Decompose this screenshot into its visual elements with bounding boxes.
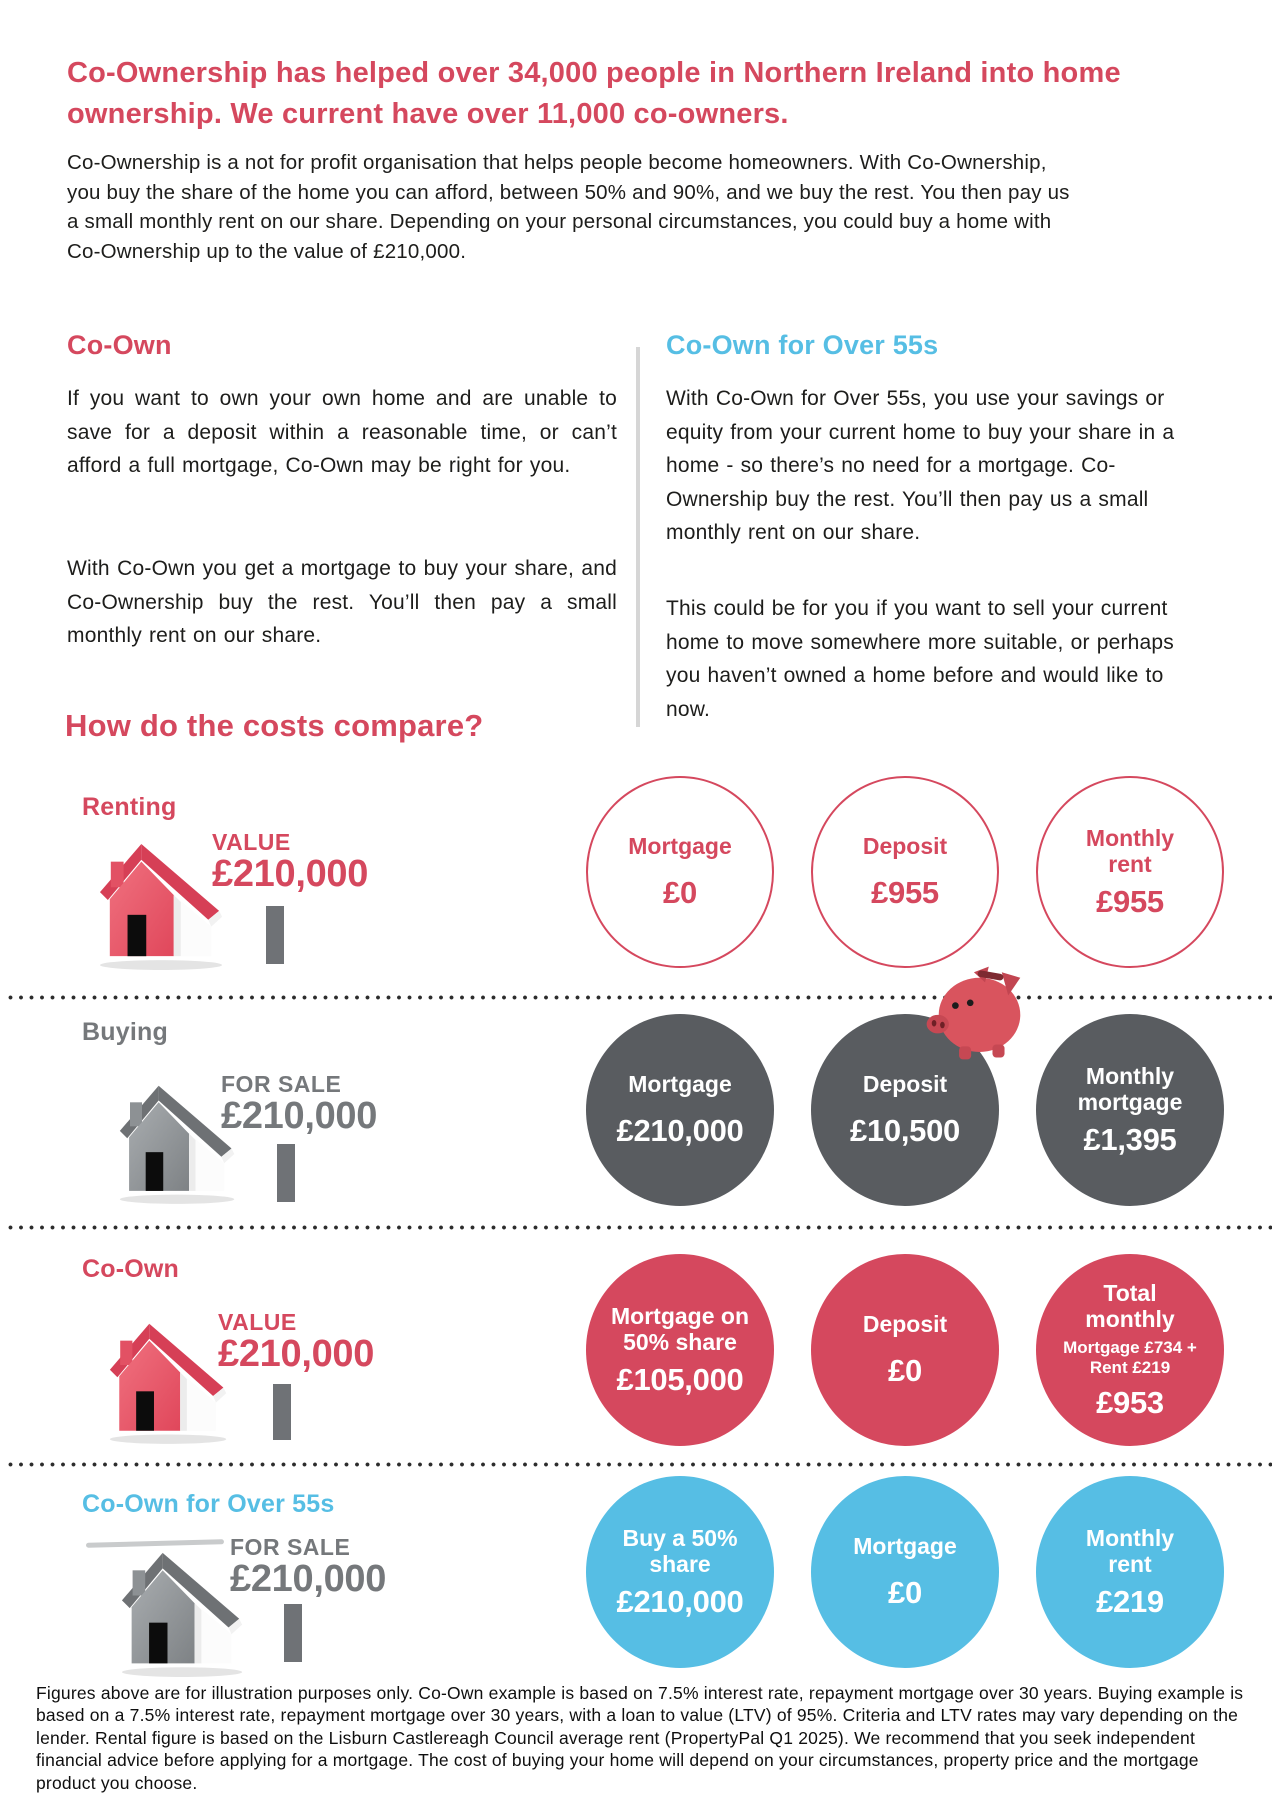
circle-label: Mortgage bbox=[628, 1071, 732, 1097]
circle-value: £0 bbox=[663, 875, 697, 910]
circle-label: Mortgage bbox=[628, 833, 732, 859]
circle-value: £0 bbox=[888, 1575, 922, 1610]
circle-renting-mortgage bbox=[586, 776, 774, 968]
price-tag: VALUE bbox=[212, 829, 291, 855]
circle-label: Monthly rent bbox=[1085, 824, 1175, 877]
circle-value: £953 bbox=[1096, 1384, 1164, 1420]
intro-paragraph: Co-Ownership is a not for profit organisation that helps people become homeowners. With Co-Ownership, you buy the share of the home you can afford, between 50% and 90%, and we buy the rest. You then pay us a small monthly rent on our share. Depending on your personal circumstances, you could buy a home with Co-Ownership up to the value of £210,000. bbox=[67, 151, 1070, 263]
circle-value: £219 bbox=[1096, 1583, 1164, 1619]
scale-pillar bbox=[273, 1384, 291, 1440]
circle-value: £955 bbox=[1096, 883, 1164, 919]
co-own-paragraph-2: With Co-Own you get a mortgage to buy your share, and Co-Ownership buy the rest. You’ll then pay a small monthly rent on our share. bbox=[67, 557, 617, 647]
circle-label: Deposit bbox=[862, 1071, 948, 1097]
circle-value: £210,000 bbox=[616, 1113, 744, 1148]
circle-label: Total monthly bbox=[1085, 1279, 1175, 1332]
co-own-paragraph-1: If you want to own your own home and are unable to save for a deposit within a reasonable time, or can’t afford a full mortgage, Co-Own may be right for you. bbox=[67, 387, 617, 477]
over-55s-paragraph-2: This could be for you if you want to sell your current home to move somewhere more suitable, or perhaps you haven’t owned a home before and would like to now. bbox=[666, 597, 1175, 721]
piggy-bank-icon bbox=[922, 958, 1024, 1073]
circle-label: Deposit bbox=[862, 833, 948, 859]
circle-label: Deposit bbox=[862, 1311, 948, 1337]
dotted-separator bbox=[8, 995, 1272, 1000]
circle-over55-buy-share bbox=[586, 1476, 774, 1668]
circle-value: £0 bbox=[888, 1353, 922, 1388]
circle-value: £10,500 bbox=[850, 1113, 960, 1148]
house-icon bbox=[118, 1078, 238, 1206]
compare-heading: How do the costs compare? bbox=[65, 708, 484, 743]
circle-value: £210,000 bbox=[616, 1583, 744, 1619]
scale-pillar bbox=[266, 906, 284, 964]
price-tag: FOR SALE bbox=[221, 1071, 342, 1097]
circle-co-own-deposit bbox=[811, 1254, 999, 1446]
circle-buying-monthly-mortgage bbox=[1036, 1014, 1224, 1206]
renting-price-block bbox=[212, 830, 368, 894]
row-label-renting: Renting bbox=[82, 793, 177, 821]
row-label-over-55s: Co-Own for Over 55s bbox=[82, 1490, 335, 1518]
scale-pillar bbox=[277, 1144, 295, 1202]
dotted-separator bbox=[8, 1462, 1272, 1467]
circle-over55-monthly-rent bbox=[1036, 1476, 1224, 1668]
price-value: £210,000 bbox=[212, 853, 369, 895]
circle-co-own-mortgage-share bbox=[586, 1254, 774, 1446]
house-icon bbox=[98, 836, 226, 972]
circle-renting-monthly-rent bbox=[1036, 776, 1224, 968]
co-own-price-block bbox=[218, 1310, 374, 1374]
disclaimer-text: Figures above are for illustration purposes only. Co-Own example is based on 7.5% interest rate, repayment mortgage over 30 years. Buying example is based on a 7.5% interest rate, repayment mortgage over 30 years, with a loan to value (LTV) of 95%. Criteria and LTV rates may vary depending on the lender. Rental figure is based on the Lisburn Castlereagh Council average rent (PropertyPal Q1 2025). We recommend that you seek independent financial advice before applying for a mortgage. The cost of buying your home will depend on your circumstances, property price and the mortgage product you choose. bbox=[36, 1683, 1244, 1793]
circle-value: £105,000 bbox=[616, 1361, 744, 1397]
circle-over55-mortgage bbox=[811, 1476, 999, 1668]
price-tag: FOR SALE bbox=[230, 1534, 351, 1560]
co-own-heading: Co-Own bbox=[67, 330, 172, 360]
over-55s-paragraph-1: With Co-Own for Over 55s, you use your savings or equity from your current home to buy your share in a home - so there’s no need for a mortgage. Co-Ownership buy the rest. You’ll then pay us a small monthly rent on our share. bbox=[666, 387, 1175, 544]
house-icon bbox=[120, 1545, 246, 1679]
over-55s-price-block bbox=[230, 1535, 386, 1599]
circle-label: Monthly mortgage bbox=[1077, 1062, 1183, 1115]
circle-buying-mortgage bbox=[586, 1014, 774, 1206]
over-55s-heading: Co-Own for Over 55s bbox=[666, 330, 939, 360]
circle-label: Mortgage on 50% share bbox=[611, 1302, 749, 1355]
dotted-separator bbox=[8, 1225, 1272, 1230]
circle-value: £955 bbox=[871, 875, 939, 910]
buying-price-block bbox=[221, 1072, 377, 1136]
price-tag: VALUE bbox=[218, 1309, 297, 1335]
circle-renting-deposit bbox=[811, 776, 999, 968]
price-value: £210,000 bbox=[230, 1558, 387, 1600]
circle-label: Buy a 50% share bbox=[622, 1524, 738, 1577]
price-value: £210,000 bbox=[221, 1095, 378, 1137]
row-label-buying: Buying bbox=[82, 1018, 168, 1046]
price-value: £210,000 bbox=[218, 1333, 375, 1375]
circle-value: £1,395 bbox=[1083, 1121, 1177, 1157]
house-icon bbox=[108, 1316, 230, 1446]
circle-co-own-total-monthly bbox=[1036, 1254, 1224, 1446]
row-label-co-own: Co-Own bbox=[82, 1255, 180, 1283]
circle-label: Monthly rent bbox=[1085, 1524, 1175, 1577]
page-title: Co-Ownership has helped over 34,000 people in Northern Ireland into home ownership. We current have over 11,000 co-owners. bbox=[67, 57, 1121, 130]
circle-sub-label: Mortgage £734 + Rent £219 bbox=[1063, 1337, 1197, 1377]
column-divider bbox=[636, 347, 640, 727]
scale-pillar bbox=[284, 1604, 302, 1662]
circle-label: Mortgage bbox=[853, 1533, 957, 1559]
